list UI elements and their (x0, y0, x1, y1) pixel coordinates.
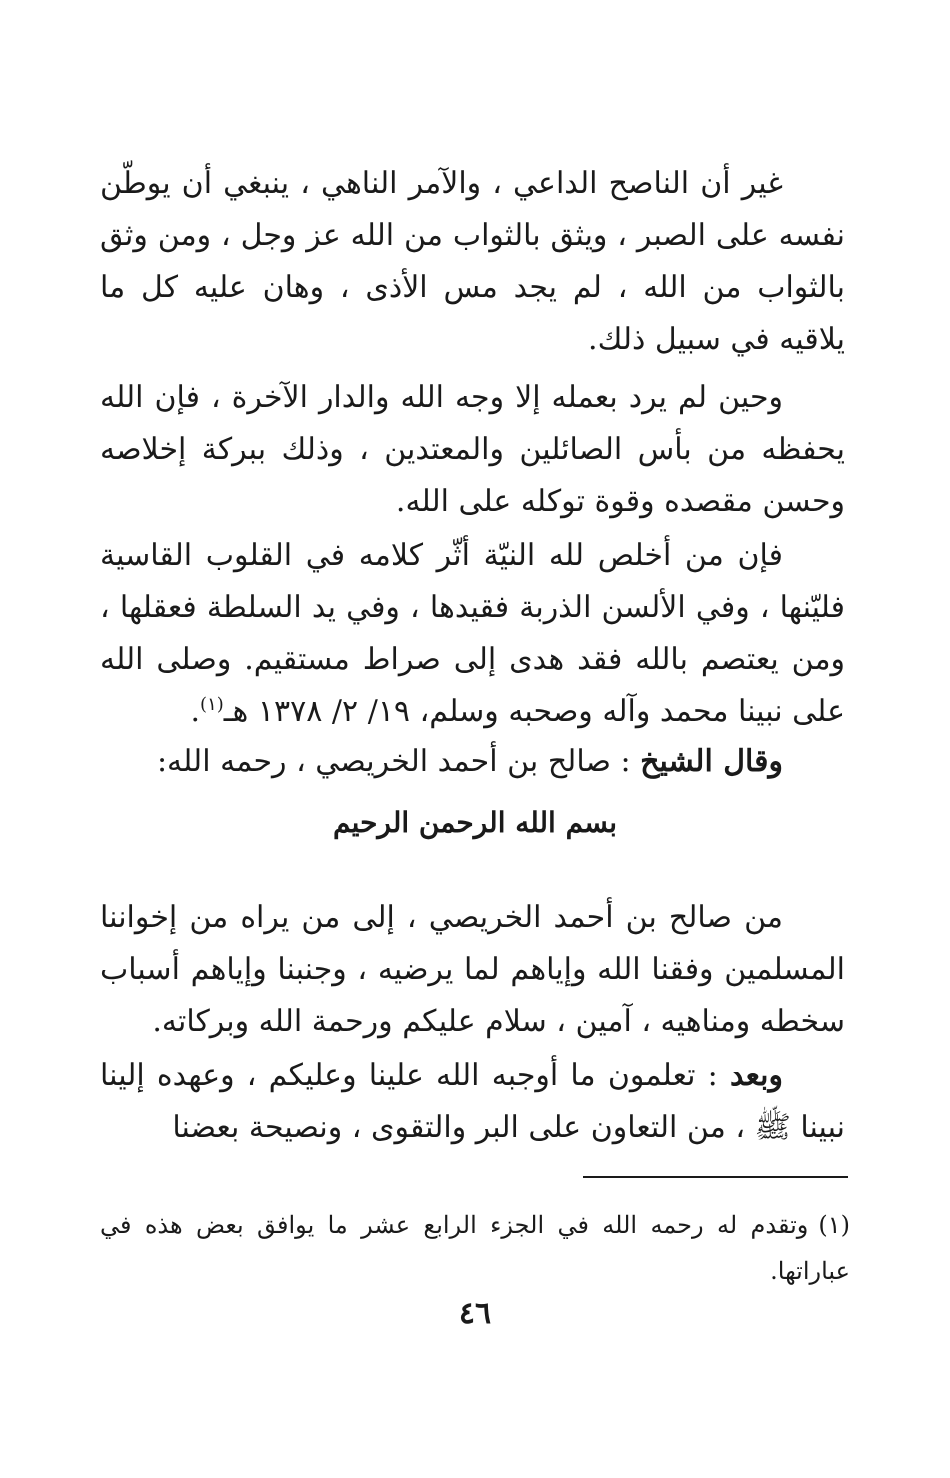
paragraph-6-bold: وبعد (729, 1058, 783, 1093)
paragraph-6 (100, 1050, 845, 1154)
footnote-number: (١) (818, 1211, 850, 1239)
sheikh-heading-text (100, 736, 845, 788)
paragraph-1 (100, 158, 845, 366)
paragraph-2 (100, 372, 845, 528)
footnote-divider (583, 1176, 848, 1178)
footnote-text-line (100, 1202, 850, 1294)
paragraph-3-body: فإن من أخلص لله النيّة أثّر كلامه في القلوب القاسية فليّنها ، وفي الألسن الذربة فقيدها ، وفي يد السلطة فعقلها ، ومن يعتصم بالله فقد هدى إلى صراط مستقيم. وصلى الله على نبينا محمد وآله وصحبه وسلم، ١٩/ ٢/ ١٣٧٨ هـ (100, 538, 845, 729)
sheikh-heading-rest: : صالح بن أحمد الخريصي ، رحمه الله: (156, 744, 641, 779)
page-number: ٤٦ (458, 1296, 492, 1331)
sheikh-heading (100, 736, 845, 788)
footnote-text: وتقدم له رحمه الله في الجزء الرابع عشر ما يوافق بعض هذه في عباراتها. (100, 1211, 850, 1285)
paragraph-1-text: غير أن الناصح الداعي ، والآمر الناهي ، ينبغي أن يوطّن نفسه على الصبر ، ويثق بالثواب من الله عز وجل ، ومن وثق بالثواب من الله ، لم يجد مس الأذى ، وهان عليه كل ما يلاقيه في سبيل ذلك. (100, 166, 845, 357)
paragraph-5-text: من صالح بن أحمد الخريصي ، إلى من يراه من إخواننا المسلمين وفقنا الله وإياهم لما يرضيه ، وجنبنا وإياهم أسباب سخطه ومناهيه ، آمين ، سلام عليكم ورحمة الله وبركاته. (100, 900, 845, 1039)
paragraph-5 (100, 892, 845, 1048)
basmala: بسم الله الرحمن الرحيم (333, 806, 617, 839)
sheikh-heading-bold: وقال الشيخ (640, 744, 783, 779)
paragraph-3-end: . (190, 694, 201, 729)
paragraph-2-text: وحين لم يرد بعمله إلا وجه الله والدار الآخرة ، فإن الله يحفظه من بأس الصائلين والمعتدين ، وذلك ببركة إخلاصه وحسن مقصده وقوة توكله على الله. (100, 380, 845, 519)
paragraph-3-text (100, 530, 845, 738)
footnote (100, 1202, 850, 1294)
footnote-reference: (١) (200, 694, 224, 715)
paragraph-3 (100, 530, 845, 738)
paragraph-6-text (100, 1050, 845, 1154)
paragraph-6-rest: : تعلمون ما أوجبه الله علينا وعليكم ، وعهده إلينا نبينا ﷺ ، من التعاون على البر والتقوى ، ونصيحة بعضنا (100, 1058, 845, 1145)
